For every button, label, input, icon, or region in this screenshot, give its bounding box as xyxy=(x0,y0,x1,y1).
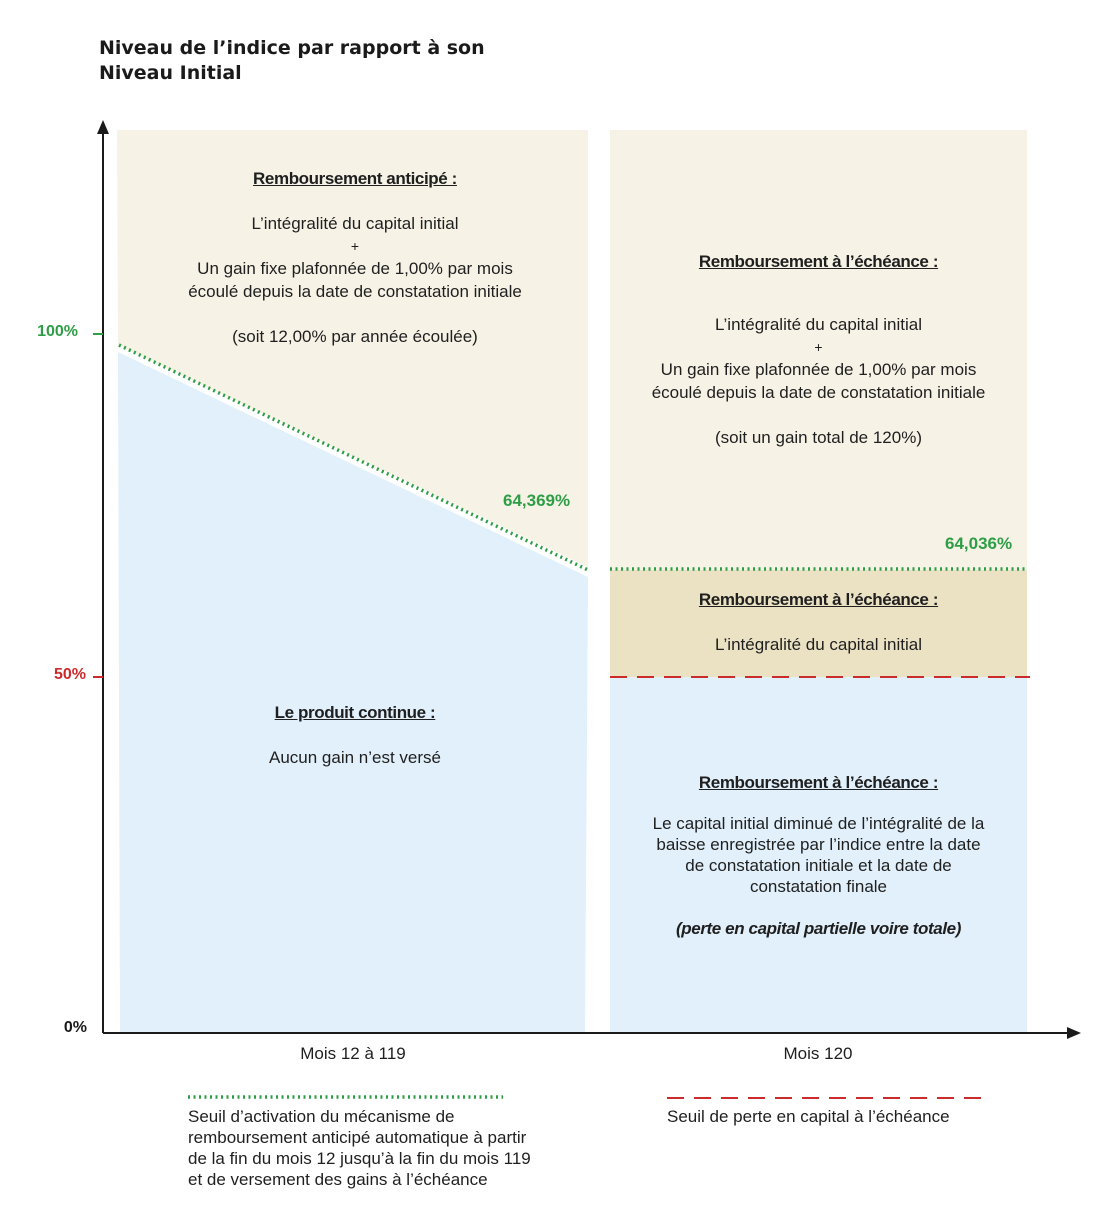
zone-text: de constatation initiale et la date de xyxy=(685,856,952,875)
plus-sign: + xyxy=(350,238,360,254)
title-line-1: Niveau de l’indice par rapport à son xyxy=(99,37,485,59)
legend-green-text xyxy=(188,1106,531,1190)
zone-maturity-loss xyxy=(610,772,1027,939)
zone-text: L’intégralité du capital initial xyxy=(715,315,922,334)
zone-early-redemption xyxy=(130,167,580,348)
zone-maturity-gain xyxy=(610,250,1027,449)
loss-note: (perte en capital partielle voire totale) xyxy=(676,919,961,938)
legend-text-line: Seuil d’activation du mécanisme de xyxy=(188,1107,455,1126)
zone-heading: Le produit continue : xyxy=(274,703,436,722)
legend-text-line: remboursement anticipé automatique à partir xyxy=(188,1128,527,1147)
x-label-right: Mois 120 xyxy=(783,1044,853,1063)
zone-text: Un gain fixe plafonnée de 1,00% par mois xyxy=(197,259,513,278)
zone-text: constatation finale xyxy=(749,877,888,896)
y-tick-50: 50% xyxy=(53,666,86,683)
zone-heading: Remboursement anticipé : xyxy=(253,169,457,188)
zone-maturity-capital xyxy=(610,588,1027,656)
x-label-left: Mois 12 à 119 xyxy=(300,1044,406,1063)
zone-text: L’intégralité du capital initial xyxy=(251,214,459,233)
legend-red-text: Seuil de perte en capital à l’échéance xyxy=(667,1107,950,1126)
zone-text: (soit 12,00% par année écoulée) xyxy=(232,327,478,346)
x-axis-arrow xyxy=(1067,1027,1081,1039)
zone-heading: Remboursement à l’échéance : xyxy=(698,773,939,792)
right-threshold-value: 64,036% xyxy=(945,534,1013,553)
legend-text-line: et de versement des gains à l’échéance xyxy=(188,1170,488,1189)
zone-text: écoulé depuis la date de constatation initiale xyxy=(188,282,522,301)
zone-text: Le capital initial diminué de l’intégralité de la xyxy=(652,814,985,833)
zone-product-continues xyxy=(130,701,580,769)
title-line-2: Niveau Initial xyxy=(99,62,242,84)
zone-text: L’intégralité du capital initial xyxy=(715,635,922,654)
legend-text-line: de la fin du mois 12 jusqu’à la fin du mois 119 xyxy=(188,1149,531,1168)
y-axis-arrow xyxy=(97,120,109,134)
left-threshold-value: 64,369% xyxy=(503,491,571,510)
zone-heading: Remboursement à l’échéance : xyxy=(698,590,939,609)
zone-heading: Remboursement à l’échéance : xyxy=(698,252,939,271)
zone-text: Un gain fixe plafonnée de 1,00% par mois xyxy=(660,360,977,379)
plus-sign: + xyxy=(814,339,823,355)
zone-text: (soit un gain total de 120%) xyxy=(715,428,922,447)
zone-text: Aucun gain n’est versé xyxy=(269,748,441,767)
y-tick-0: 0% xyxy=(63,1019,87,1036)
y-tick-100: 100% xyxy=(37,323,78,340)
zone-text: baisse enregistrée par l’indice entre la date xyxy=(656,835,981,854)
zone-text: écoulé depuis la date de constatation initiale xyxy=(651,383,986,402)
